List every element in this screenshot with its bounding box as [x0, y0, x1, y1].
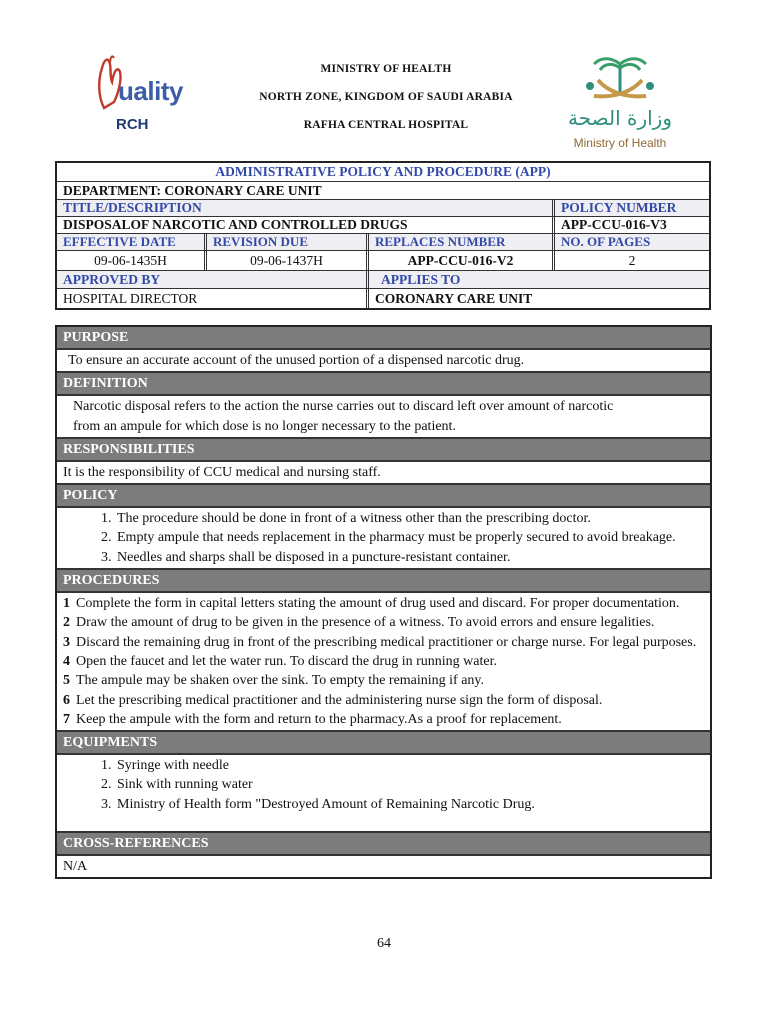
no-of-pages-value: 2: [628, 252, 636, 268]
equipment-list-container: [57, 755, 710, 831]
approved-by-value: HOSPITAL DIRECTOR: [57, 289, 369, 308]
revision-due-label: REVISION DUE: [207, 234, 369, 250]
list-item: 3. Needles and sharps shall be disposed in a puncture-resistant container.: [115, 548, 704, 567]
definition-heading: DEFINITION: [57, 371, 710, 396]
moh-arabic-name: وزارة الصحة: [568, 106, 672, 130]
letterhead: [86, 44, 682, 154]
purpose-heading: PURPOSE: [57, 327, 710, 350]
procedure-step: 1 Complete the form in capital letters stating the amount of drug used and discard. For proper documentation.: [63, 596, 680, 612]
department: DEPARTMENT: CORONARY CARE UNIT: [63, 182, 322, 198]
responsibilities-heading: RESPONSIBILITIES: [57, 437, 710, 462]
policy-list: [63, 509, 704, 567]
policy-list-container: [57, 508, 710, 568]
responsibilities-text: It is the responsibility of CCU medical and nursing staff.: [63, 464, 381, 480]
effective-date-label: EFFECTIVE DATE: [57, 234, 207, 250]
applies-to-value: CORONARY CARE UNIT: [375, 290, 533, 306]
cross-references-heading: CROSS-REFERENCES: [57, 831, 710, 856]
quality-rch-logo: [96, 50, 206, 140]
replaces-number-value: APP-CCU-016-V2: [369, 251, 555, 270]
procedure-step: 6 Let the prescribing medical practitioner and the administering nurse sign the form of disposal.: [63, 692, 603, 708]
heading-ministry: MINISTRY OF HEALTH: [320, 63, 452, 75]
title-description-value: DISPOSALOF NARCOTIC AND CONTROLLED DRUGS: [57, 217, 555, 233]
procedure-step: 2 Draw the amount of drug to be given in the presence of a witness. To avoid errors and ensure legalities.: [63, 615, 655, 631]
hospital-heading: [256, 60, 516, 144]
list-item: 2. Empty ampule that needs replacement in the pharmacy must be properly secured to avoid breakage.: [115, 528, 704, 547]
cross-references-text: N/A: [63, 859, 88, 875]
list-item: 1. The procedure should be done in front of a witness other than the prescribing doctor.: [115, 509, 704, 528]
procedure-step: 4 Open the faucet and let the water run. To discard the drug in running water.: [63, 653, 497, 669]
quality-word: uality: [118, 76, 183, 106]
list-item: 2. Sink with running water: [115, 775, 704, 794]
policy-header-table: [55, 161, 711, 310]
replaces-number-label: REPLACES NUMBER: [369, 234, 555, 250]
revision-due-value: 09-06-1437H: [207, 251, 369, 270]
effective-date-value: 09-06-1435H: [57, 251, 207, 270]
palm-swords-icon: [564, 52, 676, 108]
equipments-heading: EQUIPMENTS: [57, 730, 710, 755]
purpose-text: To ensure an accurate account of the unused portion of a dispensed narcotic drug.: [68, 353, 525, 368]
procedures-list: [57, 593, 710, 730]
policy-heading: POLICY: [57, 483, 710, 508]
ministry-of-health-logo: [564, 52, 676, 152]
heading-zone: NORTH ZONE, KINGDOM OF SAUDI ARABIA: [259, 91, 513, 103]
policy-body-table: [55, 325, 712, 879]
approved-by-label: APPROVED BY: [57, 271, 369, 288]
list-item: 3. Ministry of Health form "Destroyed Amount of Remaining Narcotic Drug.: [115, 795, 704, 814]
list-item: 1. Syringe with needle: [115, 756, 704, 775]
definition-line-1: Narcotic disposal refers to the action the nurse carries out to discard left over amount of narcotic: [73, 399, 614, 415]
app-title: ADMINISTRATIVE POLICY AND PROCEDURE (APP): [215, 164, 551, 179]
heading-hospital: RAFHA CENTRAL HOSPITAL: [303, 119, 469, 131]
procedure-step: 7 Keep the ampule with the form and return to the pharmacy.As a proof for replacement.: [63, 711, 562, 727]
policy-number-label: POLICY NUMBER: [561, 200, 677, 215]
procedures-heading: PROCEDURES: [57, 568, 710, 593]
no-of-pages-label: NO. OF PAGES: [561, 234, 651, 249]
title-description-label: TITLE/DESCRIPTION: [57, 200, 555, 216]
procedure-step: 5 The ampule may be shaken over the sink. To empty the remaining if any.: [63, 673, 485, 689]
policy-number-value: APP-CCU-016-V3: [561, 217, 667, 232]
rch-label: RCH: [116, 116, 149, 133]
equipment-list: [63, 756, 704, 814]
page-number: 64: [377, 936, 391, 951]
procedure-step: 3 Discard the remaining drug in front of the prescribing medical practitioner or charge nurse. For legal purposes.: [63, 634, 697, 650]
applies-to-label: APPLIES TO: [381, 271, 461, 287]
definition-text: [57, 396, 710, 437]
definition-line-2: from an ampule for which dose is no longer necessary to the patient.: [73, 418, 456, 434]
moh-english-name: Ministry of Health: [573, 136, 667, 150]
